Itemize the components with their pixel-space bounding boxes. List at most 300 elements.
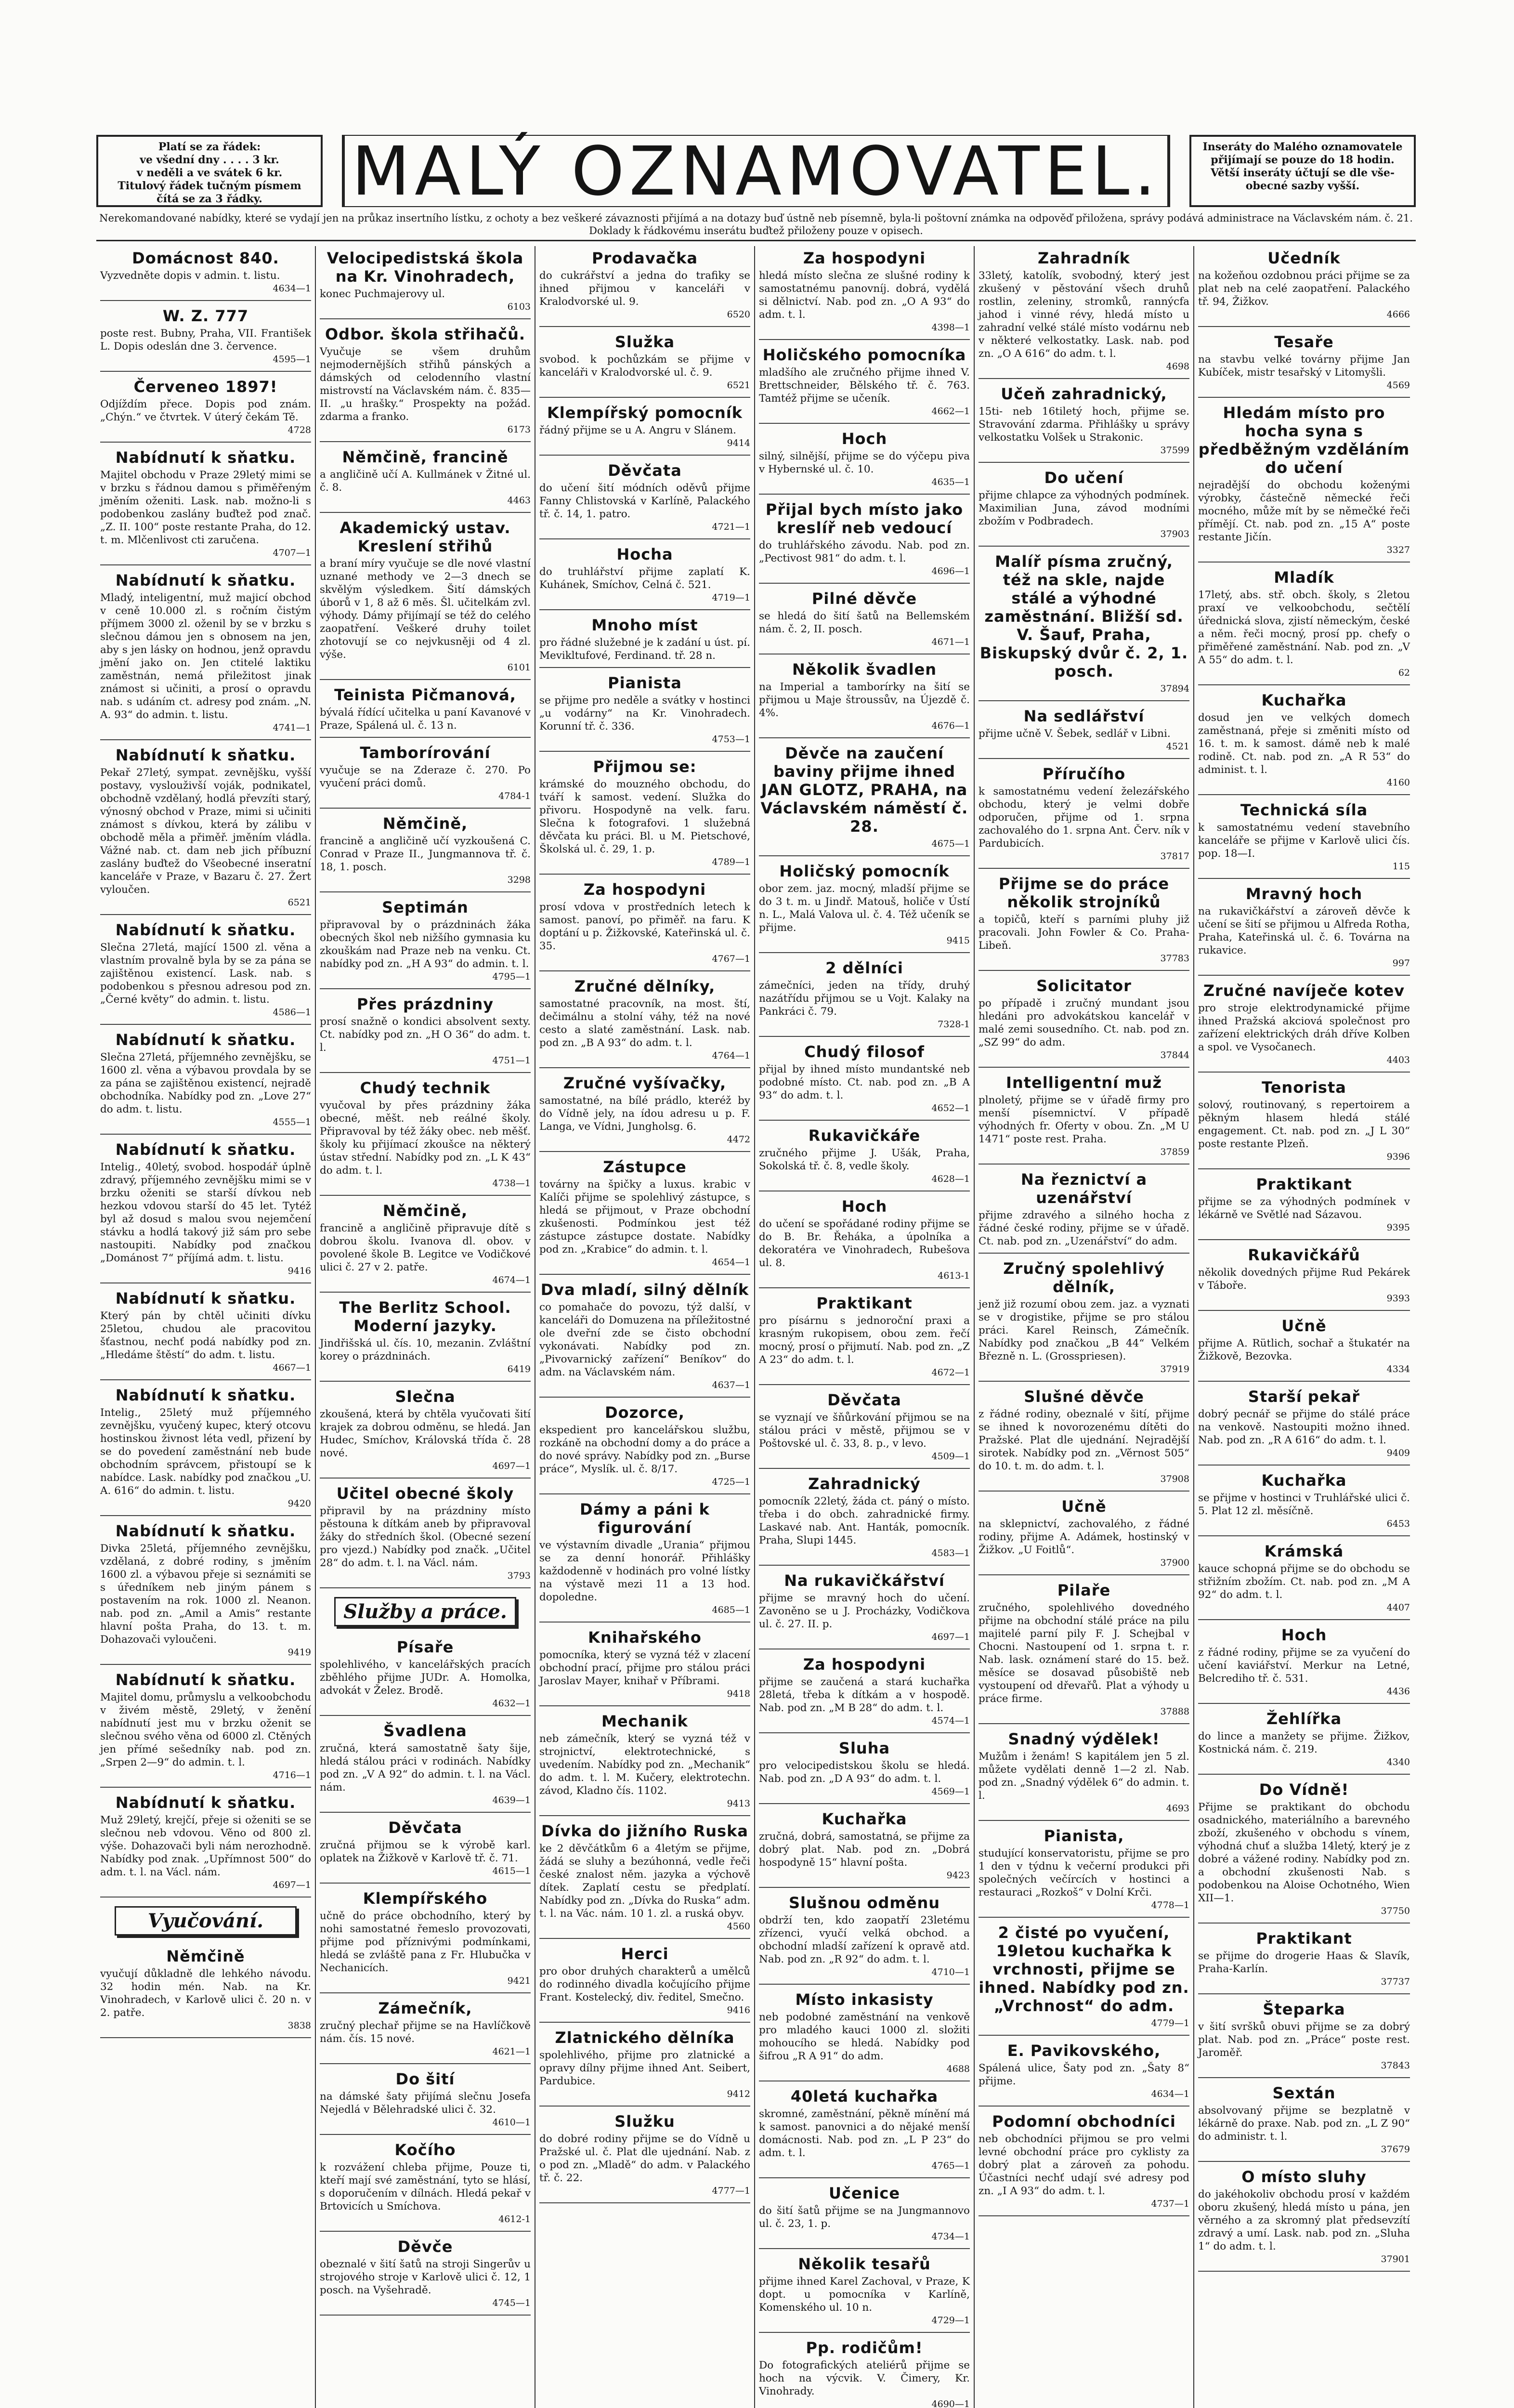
ad-reference-number: 4777—1: [712, 2186, 750, 2196]
ad-title: Chudý technik: [360, 1079, 491, 1097]
ad-reference-number: 9412: [727, 2089, 750, 2099]
ad-text: absolvovaný přijme se bezplatně v lékárně do praxe. Nab. pod zn. „L Z 90“ do administr. t. l.: [1198, 2105, 1410, 2143]
ad-title: Holičského pomocníka: [762, 346, 966, 364]
classified-ad: [1198, 1778, 1410, 1924]
ad-reference-number: 4634—1: [1151, 2089, 1189, 2099]
ad-text: Mladý, inteligentní, muž majicí obchod v ceně 10.000 zl. s ročním čistým příjmem 3000 zl. oženil by se v brzku s slečnou dámou jen s obnosem na jen, aby s jen lásky on hodnou, jenž opravdu jmění jako on. Jen ctitelé laktiku zaměstnán, nemá přiležitost jinak známost si učiniti, a prosí o opravdu nab. s udáním ct. adresy pod znám. „N. A. 93“ do admin. t. listu.: [100, 592, 311, 721]
ad-reference-number: 9420: [287, 1498, 311, 1509]
ad-reference-number: 37894: [1160, 683, 1189, 694]
ad-text: pro stroje elektrodynamické přijme ihned Pražská akciová společnost pro zařízení elektrických dráh dříve Kolben a spol. ve Vysočanech.: [1198, 1002, 1410, 1053]
ad-reference-number: 6453: [1386, 1518, 1410, 1529]
ad-reference-number: 4666: [1386, 309, 1410, 320]
classified-ad: [759, 1194, 970, 1288]
ad-title: Přijme se do práce několik strojníků: [998, 875, 1170, 911]
ad-text: 17letý, abs. stř. obch. školy, s 2letou praxí ve velkoobchodu, sečtělí úřednická slova, zjistí německým, české a něm. řeči mocný, prosí pp. chefy o přiměřené zaměstnání. Nab. pod zn. „V A 55“ do adm. t. l.: [1198, 589, 1410, 666]
ad-text: se přijme v hostinci v Truhlářské ulici č. 5. Plat 12 zl. měsíčně.: [1198, 1492, 1410, 1517]
ad-title: Hocha: [616, 545, 673, 563]
ad-text: obdrží ten, kdo zaopatří 23letému zřízenci, vyučí velká obchod. a obchodní mladší zařízení k opravě atd. Nab. pod zn. „R 92“ do adm. t. l.: [759, 1914, 970, 1965]
ad-text: dobrý pecnář se přijme do stálé práce na venkově. Nastoupiti možno ihned. Nab. pod zn. „R A 616“ do adm. t. l.: [1198, 1408, 1410, 1446]
ad-reference-number: 4685—1: [712, 1605, 750, 1615]
ad-title: Hoch: [841, 430, 888, 448]
ad-reference-number: 4407: [1386, 1602, 1410, 1613]
classified-ad: [320, 1076, 531, 1196]
ad-title: Kuchařka: [1261, 1471, 1347, 1490]
ad-title: Zámečník,: [378, 1999, 472, 2017]
ad-title: Tamborírování: [360, 744, 491, 762]
ad-title: Odbor. škola střihačů.: [325, 325, 526, 343]
ad-reference-number: 9421: [507, 1976, 531, 1986]
classified-ad: [759, 587, 970, 654]
pricing-line: Titulový řádek tučným písmem: [117, 180, 301, 192]
ad-reference-number: 37599: [1160, 445, 1189, 456]
ad-reference-number: 997: [1392, 958, 1410, 968]
ad-reference-number: 4613-1: [938, 1270, 970, 1281]
ad-title: Nabídnutí k sňatku.: [115, 1671, 296, 1689]
ad-text: a angličině učí A. Kullmánek v Žitné ul. č. 8.: [320, 469, 531, 494]
ad-title: 2 dělníci: [825, 959, 903, 977]
classified-ad: [979, 1167, 1189, 1254]
ad-text: vyučoval by přes prázdniny žáka obecné, měšt. neb reálné školy. Připravoval by též žáky obec. neb měšť. školy ku přijímací zkoušce na některý ústav střední. Nabídky pod zn. „L K 43“ do adm. t. l.: [320, 1099, 531, 1177]
classified-ad: [979, 2039, 1189, 2107]
ad-text: Odjíždím přece. Dopis pod znám. „Chýn.“ ve čtvrtek. V úterý čekám Tě.: [100, 398, 311, 423]
pricing-line: Platí se za řádek:: [158, 141, 261, 153]
ad-text: do cukrářství a jedna do trafiky se ihned přijmou v kanceláři v Kralodvorské ul. 9.: [539, 270, 750, 308]
ad-title: Zástupce: [603, 1158, 687, 1176]
ad-title: Teinista Pičmanová,: [334, 686, 516, 704]
classified-ad: [759, 956, 970, 1037]
ad-text: do učení se spořádané rodiny přijme se do B. Br. Řeháka, a úpolníka a dekoratéra ve Vinohradech, Rubešova ul. 8.: [759, 1218, 970, 1269]
ad-reference-number: 4340: [1386, 1757, 1410, 1767]
classified-ad: [979, 1494, 1189, 1575]
ad-title: Švadlena: [383, 1722, 467, 1740]
ad-text: přijme ihned Karel Zachoval, v Praze, K dopt. u pomocníka v Karlíně, Komenského ul. 10 n.: [759, 2276, 970, 2314]
ad-text: co pomahače do povozu, týž další, v kanceláři do Domuzena na příležitostné ole dveřní zde se čisto obchodní vykonávati. Nabídky pod zn. „Pivovarnický zařízení“ Beníkov“ do adm. na Václavském nám.: [539, 1301, 750, 1378]
ad-title: Slečna: [395, 1387, 456, 1406]
ad-reference-number: 4586—1: [273, 1007, 311, 1018]
ad-reference-number: 37750: [1381, 1906, 1410, 1916]
ad-title: Přijmou se:: [593, 758, 697, 776]
classified-ad: [759, 2336, 970, 2408]
ad-text: Mužům i ženám! S kapitálem jen 5 zl. můžete vydělati denně 1—2 zl. Nab. pod zn. „Snadný výdělek 6“ do admin. t. l.: [979, 1751, 1189, 1802]
classified-ad: [320, 2067, 531, 2135]
ad-text: po případě i zručný mundant jsou hledáni pro advokátskou kancelář v malé zemi sousedního. Ct. nab. pod zn. „SZ 99“ do adm.: [979, 997, 1189, 1048]
ad-title: Kuchařka: [822, 1810, 907, 1828]
ad-reference-number: 4779—1: [1151, 2018, 1189, 2028]
classified-ad: [979, 872, 1189, 971]
classified-ad: [320, 1481, 531, 1588]
ad-reference-number: 4675—1: [931, 838, 970, 849]
ad-title: Zahradník: [1038, 249, 1130, 267]
classified-ad: [759, 657, 970, 738]
ad-reference-number: 3838: [287, 2020, 311, 2031]
ad-title: Několik tesařů: [798, 2255, 931, 2273]
classified-ad: [539, 2109, 750, 2203]
ad-title: Nabídnutí k sňatku.: [115, 1289, 296, 1308]
ad-text: Intelig., 40letý, svobod. hospodář úplně zdravý, příjemného zevnějšku mimi se v brzku oženiti se starší dívkou neb hezkou vdovou starší do 45 let. Tytéž byl až dosud s malou svou nejemčení stávku a hodlá takový již sám pro sebe nastoupiti. Nabídky pod značkou „Dománost 7“ příjímá adm. t. listu.: [100, 1161, 311, 1264]
ad-text: obor zem. jaz. mocný, mladší přijme se do 3 t. m. u Jindř. Matouš, holiče v Ústí n. L., Malá Valova ul. č. 4. Též učeník se přijme.: [759, 883, 970, 934]
ad-reference-number: 4765—1: [931, 2160, 970, 2171]
ad-reference-number: 4334: [1386, 1364, 1410, 1374]
ad-title: Nabídnutí k sňatku.: [115, 1386, 296, 1404]
ad-text: ve výstavním divadle „Urania“ přijmou se za denní honorář. Přihlášky každodenně v hodinách pro volné lístky na výstavě mezi 11 a 13 hod. dopoledne.: [539, 1539, 750, 1603]
ad-text: Slečna 27letá, mající 1500 zl. věna a vlastním provalně byla by se za pána se zajištěnou existencí. Lask. nab. s podobenkou s přesnou adresou pod zn. „Černé květy“ do admin. t. listu.: [100, 942, 311, 1006]
classified-ad: [979, 382, 1189, 463]
ad-reference-number: 4583—1: [931, 1548, 970, 1558]
classified-ad: [759, 1652, 970, 1733]
ad-text: přijme se zaučená a stará kuchařka 28letá, třeba k dítkám a v hospodě. Nab. pod zn. „M B 28“ do adm. t. l.: [759, 1676, 970, 1714]
ad-text: na kožeňou ozdobnou práci přijme se za plat neb na celé zaopatření. Palackého tř. 94, Žižkov.: [1198, 270, 1410, 308]
ad-title: Zručný spolehlivý dělník,: [1003, 1259, 1165, 1296]
pricing-line: v neděli a ve svátek 6 kr.: [136, 167, 283, 179]
classified-ad: [1198, 798, 1410, 879]
classified-ad: [320, 2235, 531, 2316]
ad-column: [975, 246, 1194, 2408]
classified-ad: [320, 683, 531, 738]
ad-reference-number: 4767—1: [712, 954, 750, 964]
ad-text: Jindřišská ul. čís. 10, mezanin. Zvláštní korey o prázdninách.: [320, 1337, 531, 1362]
ad-text: prosí snažně o kondici absolvent sexty. Ct. nabídky pod zn. „H O 36“ do adm. t. l.: [320, 1016, 531, 1054]
ad-reference-number: 4560: [727, 1921, 750, 1932]
ad-reference-number: 3793: [507, 1570, 531, 1581]
ad-reference-number: 4696—1: [931, 566, 970, 576]
classified-ad: [1198, 882, 1410, 976]
classified-ad: [539, 401, 750, 456]
classified-ad: [320, 2138, 531, 2232]
ad-text: na rukavičkářství a zároveň děvče k učení se šití se přijmou u Alfreda Rotha, Praha, Kateřinská ul. č. 6. Továrna na rukavice.: [1198, 905, 1410, 956]
ad-text: Který pán by chtěl učiniti dívku 25letou, chudou ale pracovitou šťastnou, nechť podá nabídky pod zn. „Hledáme štěstí“ do adm. t. listu.: [100, 1310, 311, 1361]
classified-ad: [539, 2026, 750, 2107]
ad-reference-number: 4707—1: [273, 548, 311, 558]
pricing-box: [96, 135, 323, 207]
ad-title: Holičský pomocník: [779, 862, 950, 880]
ad-title: Hoch: [841, 1197, 888, 1216]
classified-ad: [759, 497, 970, 584]
ad-reference-number: 9418: [727, 1688, 750, 1699]
ad-title: Tenorista: [1262, 1078, 1346, 1097]
ad-title: Učenice: [828, 2184, 901, 2202]
ad-reference-number: 4716—1: [273, 1770, 311, 1780]
classified-ad: [100, 1668, 311, 1788]
ad-title: Zručné dělníky,: [574, 977, 716, 995]
ad-text: samostatné pracovník, na most. ští, dečimálnu a stolní váhy, též na nové cesto a slaté zaměstnání. Lask. nab. pod zn. „B A 93“ do adm. t. l.: [539, 998, 750, 1049]
ad-reference-number: 9423: [946, 1870, 970, 1881]
ad-reference-number: 4671—1: [931, 637, 970, 647]
classified-ad: [1198, 1314, 1410, 1382]
ad-text: mladšího ale zručného přijme ihned V. Brettschneider, Bělského tř. č. 763. Tamtéž přijme se učeník.: [759, 366, 970, 405]
ad-text: přijme se mravný hoch do učení. Zavoněno se u J. Procházky, Vodičkova ul. č. 27. II. p.: [759, 1592, 970, 1630]
ad-text: se vyznají ve šňůrkování přijmou se na stálou práci v městě, přijmou se v Poštovské ul. č. 33, 8. p., v levo.: [759, 1412, 970, 1450]
classified-ad: [320, 1635, 531, 1716]
ad-column: [535, 246, 755, 2408]
ad-title: Na sedlářství: [1023, 707, 1145, 725]
ad-text: zručná přijmou se k výrobě karl. oplatek na Žižkově v Karlově tř. č. 71.: [320, 1839, 531, 1864]
ad-reference-number: 37679: [1381, 2144, 1410, 2155]
ad-title: Pp. rodičům!: [806, 2339, 923, 2357]
classified-ad: [1198, 2165, 1410, 2272]
ad-title: Solicitator: [1036, 977, 1132, 995]
ad-text: na sklepnictví, zachovalého, z řádné rodiny, přijme A. Adámek, hostinský v Žižkov. „U Foitlů“.: [979, 1518, 1189, 1556]
ad-reference-number: 37783: [1160, 953, 1189, 964]
ad-reference-number: 4778—1: [1151, 1900, 1189, 1911]
ad-reference-number: 4595—1: [273, 354, 311, 365]
ad-title: Sluha: [838, 1739, 890, 1757]
ad-title: E. Pavikovského,: [1007, 2042, 1161, 2060]
classified-ad: [320, 1816, 531, 1884]
ad-text: z řádné rodiny, obeznalé v šití, přijme se ihned k novorozenému dítěti do Pražské. Plat dle ujednání. Nejradější sirotek. Nabídky pod zn. „Věrnost 505“ do 10. t. m. do adm. t. l.: [979, 1408, 1189, 1472]
ad-text: Vyučuje se všem druhům nejmodernějších střihů pánských a dámských od celodenního vlastní mistrovstí na Václavském nám. č. 835—II. „u hrašky.“ Prospekty na požád. zdarma a franko.: [320, 346, 531, 423]
ad-reference-number: 4737—1: [1151, 2199, 1189, 2209]
ad-title: Kočího: [394, 2141, 456, 2159]
ad-reference-number: 62: [1398, 667, 1410, 678]
ad-title: Dámy a páni k figurování: [580, 1500, 710, 1537]
classified-ad: [539, 877, 750, 971]
ad-reference-number: 9416: [727, 2005, 750, 2015]
ad-reference-number: 4725—1: [712, 1477, 750, 1487]
ad-text: se hledá do šití šatů na Bellemském nám. č. 2, II. posch.: [759, 610, 970, 635]
ad-text: do dobré rodiny přijme se do Vídně u Pražské ul. č. Plat dle ujednání. Nab. z o pod zn. „Mladě“ do adm. v Palackého tř. č. 22.: [539, 2133, 750, 2184]
classified-ad: [979, 246, 1189, 379]
classified-ad: [979, 1578, 1189, 1724]
classified-ad: [1198, 565, 1410, 685]
ad-title: The Berlitz School. Moderní jazyky.: [339, 1298, 511, 1335]
ad-text: zručný plechař přijme se na Havlíčkově nám. čís. 15 nové.: [320, 2020, 531, 2045]
ad-text: k rozvážení chleba přijme, Pouze ti, kteří mají své zaměstnání, tyto se hlásí, s doporučením v dílnách. Hledá pekař v Brtovicích u Smíchova.: [320, 2161, 531, 2212]
classified-ad: [539, 542, 750, 610]
ad-reference-number: 37900: [1160, 1557, 1189, 1568]
classified-ad: [1198, 246, 1410, 327]
classified-ad: [539, 1625, 750, 1706]
ad-reference-number: 37888: [1160, 1706, 1189, 1717]
classified-ad: [759, 1472, 970, 1566]
ad-title: Praktikant: [816, 1294, 913, 1312]
ad-reference-number: 9395: [1386, 1222, 1410, 1233]
classified-ad: [759, 859, 970, 953]
ad-reference-number: 4734—1: [931, 2231, 970, 2242]
ad-text: zručného přijme J. Ušák, Praha, Sokolská tř. č. 8, vedle školy.: [759, 1147, 970, 1172]
classified-ad: [1198, 1172, 1410, 1240]
ad-title: Za hospodyni: [803, 1655, 926, 1674]
ad-text: zkoušená, která by chtěla vyučovati šití krajek za dobrou odměnu, se hledá. Jan Hudec, Smíchov, Královská třída č. 28 nové.: [320, 1408, 531, 1459]
classified-ad: [539, 671, 750, 752]
ad-reference-number: 4676—1: [931, 720, 970, 731]
classified-ad: [979, 974, 1189, 1068]
ad-text: Muž 29letý, krejčí, přeje si oženiti se se slečnou neb vdovou. Věno od 800 zl. výše. Dohazovači byli nám nerozhodně. Nabídky pod znak. „Upřímnost 500“ do adm. t. l. na Václ. nám.: [100, 1814, 311, 1878]
classified-ad: [539, 458, 750, 539]
ad-reference-number: 37919: [1160, 1364, 1189, 1374]
ad-title: Klempířského: [363, 1889, 488, 1908]
ad-reference-number: 4569—1: [931, 1786, 970, 1797]
classified-ad: [759, 1736, 970, 1804]
ad-title: Učitel obecné školy: [336, 1484, 514, 1503]
ad-reference-number: 4795—1: [492, 971, 531, 982]
classified-ad: [759, 1569, 970, 1649]
ad-text: 15ti- neb 16tiletý hoch, přijme se. Stravování zdarma. Přihlášky u správy velkostatku Volšek u Strakonic.: [979, 406, 1189, 444]
ad-reference-number: 4745—1: [492, 2298, 531, 2308]
ad-title: Slušné děvče: [1024, 1387, 1144, 1406]
classified-ad: [100, 743, 311, 915]
ad-title: Pilaře: [1057, 1581, 1111, 1599]
ad-text: studující konservatoristu, přijme se pro 1 den v týdnu k večerní produkci při společných večírcích v hostinci a restauraci „Rozkoš“ v Dolní Krči.: [979, 1847, 1189, 1898]
ad-reference-number: 4634—1: [273, 283, 311, 294]
ad-text: poste rest. Bubny, Praha, VII. František L. Dopis odeslán dne 3. července.: [100, 327, 311, 353]
ad-reference-number: 4621—1: [492, 2046, 531, 2057]
classified-ad: [320, 1199, 531, 1293]
ad-text: Do fotografických ateliérů přijme se hoch na výcvik. V. Čimery, Kr. Vinohrady.: [759, 2359, 970, 2397]
ad-text: 33letý, katolík, svobodný, který jest zkušený v pěstování všech druhů rostlin, zeleniny, stromků, rannýcfa jahod i vinné révy, hledá místo u zahradní velké stálé místo vodárnu neb v některé velkostatky. Lask. nab. pod zn. „O A 616“ do adm. t. l.: [979, 270, 1189, 360]
ad-text: Intelig., 25letý muž příjemného zevnějšku, vyučený kupec, který otcovu hostinskou živnost léta vedl, přizení by se do povedení zaměstnání neb bude obchodním správcem, přistoupí se k nabídce. Lask. nabídky pod značkou „U. A. 616“ do admin. t. listu.: [100, 1407, 311, 1497]
ad-reference-number: 6103: [507, 301, 531, 312]
ad-title: Za hospodyni: [583, 880, 706, 899]
insertion-info-box: [1189, 135, 1416, 207]
ad-title: Učedník: [1267, 249, 1341, 267]
ad-title: Červeneo 1897!: [133, 378, 278, 396]
classified-ad: [759, 343, 970, 424]
ad-title: Krámská: [1264, 1542, 1344, 1560]
ad-reference-number: 4463: [507, 495, 531, 506]
ad-title: Intelligentní muž: [1006, 1073, 1162, 1092]
ad-text: solový, routinovaný, s repertoirem a pěkným hlasem hledá stálé engagement. Ct. nab. pod zn. „J L 30“ poste restante Plzeň.: [1198, 1099, 1410, 1150]
ad-text: hledá místo slečna ze slušné rodiny k samostatnému panovníj. dobrá, vydělá si dělnictví. Nab. pod zn. „O A 93“ do adm. t. l.: [759, 270, 970, 321]
classified-ad: [1198, 1623, 1410, 1704]
ad-reference-number: 4403: [1386, 1055, 1410, 1065]
classified-ad: [100, 304, 311, 372]
ad-text: silný, silnější, přijme se do výčepu piva v Hybernské ul. č. 10.: [759, 450, 970, 475]
ad-title: Technická síla: [1240, 801, 1368, 819]
ad-reference-number: 6520: [727, 309, 750, 320]
ad-text: na Imperial a tamborírky na šití se přijmou u Maje štroussův, na Újezdě č. 4%.: [759, 681, 970, 719]
ad-title: W. Z. 777: [162, 307, 249, 325]
classified-ad: [759, 1124, 970, 1191]
ad-title: Praktikant: [1256, 1929, 1352, 1948]
classified-ad: [1198, 401, 1410, 563]
ad-title: Nabídnutí k sňatku.: [115, 1793, 296, 1812]
ad-text: přijme A. Rütlich, sochař a štukatér na Žižkově, Bezovka.: [1198, 1337, 1410, 1362]
ad-column: [1194, 246, 1414, 2408]
classified-ad: [539, 330, 750, 398]
classified-ad: [759, 1388, 970, 1469]
ad-reference-number: 4697—1: [273, 1880, 311, 1890]
ad-title: Domácnost 840.: [132, 249, 279, 267]
ad-reference-number: 9393: [1386, 1293, 1410, 1304]
ad-title: Septimán: [382, 898, 469, 916]
ad-text: přijal by ihned místo mundantské neb podobné místo. Ct. nab. pod zn. „B A 93“ do adm. t. l.: [759, 1063, 970, 1101]
ad-reference-number: 4654—1: [712, 1257, 750, 1268]
ad-title: Kuchařka: [1261, 691, 1347, 709]
ad-text: pro řádné služebné je k zadání u úst. pí. Mevikltufové, Ferdinand. tř. 28 n.: [539, 637, 750, 662]
ad-text: prosí vdova v prostředních letech k samost. panoví, po přiměř. na faru. K doptání u p. Žižkovské, Kateřinská ul. č. 35.: [539, 901, 750, 952]
classified-ad: [759, 741, 970, 856]
ad-text: ekspedient pro kancelářskou službu, rozkáně na obchodní domy a do práce a do nové správy. Nabídky pod zn. „Burse práce“, Myslík. ul. č. 8/17.: [539, 1424, 750, 1475]
ad-text: několik dovedných přijme Rud Pekárek v Táboře.: [1198, 1267, 1410, 1292]
ad-reference-number: 4610—1: [492, 2117, 531, 2128]
ad-text: do šití šatů přijme se na Jungmannovo ul. č. 23, 1. p.: [759, 2205, 970, 2230]
ad-text: učně do práce obchodního, který by nohi samostatné řemeslo provozovati, přijme pod příznivými podmínkami, hledá se zvláště pana z Fr. Hlubučka v Nechanicích.: [320, 1910, 531, 1974]
classified-ad: [1198, 688, 1410, 795]
classified-ad: [320, 1385, 531, 1479]
ad-text: bývalá řídící učitelka u paní Kavanové v Praze, Spálená ul. č. 13 n.: [320, 707, 531, 732]
ad-reference-number: 4784-1: [498, 791, 531, 801]
classified-ad: [100, 1944, 311, 2038]
classified-ad: [100, 375, 311, 443]
ad-text: neb zámečník, který se vyzná též v strojnictví, elektrotechnické, s uvedením. Nabídky pod zn. „Mechanik“ do adm. t. l. M. Kučery, elektrotechn. závod, Kladno čís. 1102.: [539, 1733, 750, 1797]
ad-title: Služka: [614, 333, 675, 351]
ad-text: k samostatnému vedení železářského obchodu, který je velmi dobře odporučen, přijme od 1. srpna zachovalého do 1. srpna Ant. Červ. ník v Pardubicích.: [979, 785, 1189, 850]
classified-ad: [759, 1291, 970, 1385]
ad-text: spolehlivého, v kancelářských pracích zběhlého přijme JUDr. A. Homolka, advokát v Želez. Brodě.: [320, 1659, 531, 1697]
masthead: [96, 120, 1416, 211]
ad-reference-number: 37737: [1381, 1976, 1410, 1987]
ad-title: Děvčata: [827, 1391, 901, 1409]
ad-title: Mladík: [1274, 568, 1334, 587]
ad-reference-number: 9409: [1386, 1448, 1410, 1458]
ad-title: Nabídnutí k sňatku.: [115, 571, 296, 589]
ad-reference-number: 7328-1: [938, 1019, 970, 1030]
ad-title: Zahradnický: [808, 1475, 921, 1493]
ad-reference-number: 37843: [1381, 2060, 1410, 2071]
classified-ad: [320, 992, 531, 1073]
ad-title: Velocipedistská škola na Kr. Vinohradech,: [326, 249, 524, 286]
ad-title: Nabídnutí k sňatku.: [115, 1522, 296, 1540]
ad-reference-number: 4789—1: [712, 857, 750, 867]
ad-reference-number: 3327: [1386, 545, 1410, 555]
ad-reference-number: 4753—1: [712, 734, 750, 745]
ad-text: pro velocipedistskou školu se hledá. Nab. pod zn. „D A 93“ do adm. t. l.: [759, 1760, 970, 1785]
classified-ad: [1198, 1075, 1410, 1169]
ad-text: zručná, která samostatně šaty šije, hledá stálou práci v rodinách. Nabídky pod zn. „V A 92“ do admin. t. l. na Václ. nám.: [320, 1742, 531, 1793]
ad-title: Nabídnutí k sňatku.: [115, 1140, 296, 1159]
ad-reference-number: 4398—1: [931, 322, 970, 333]
classified-ad: [759, 1891, 970, 1985]
ad-text: do učení šití módních oděvů přijme Fanny Chlistovská v Karlíně, Palackého tř. č. 14, 1. patro.: [539, 482, 750, 520]
ad-title: Přijal bych místo jako kreslíř neb vedoucí: [765, 500, 964, 537]
insertion-line: obecné sazby vyšší.: [1245, 180, 1360, 192]
ad-text: zámečníci, jeden na třídy, druhý nazátřídu přijmou se u Vojt. Kalaky na Pankráci č. 79.: [759, 980, 970, 1018]
ad-reference-number: 4741—1: [273, 722, 311, 733]
classified-ad: [1198, 1926, 1410, 1994]
classified-ad: [759, 1040, 970, 1121]
ad-title: Praktikant: [1256, 1175, 1352, 1193]
classified-ad: [100, 1791, 311, 1898]
classified-ad: [100, 1028, 311, 1135]
ad-title: Pianista: [608, 674, 682, 692]
ad-reference-number: 37901: [1381, 2254, 1410, 2264]
classified-ad: [320, 1719, 531, 1813]
ad-title: Němčině,: [382, 814, 468, 833]
ad-text: Vyzvedněte dopis v admin. t. listu.: [100, 270, 280, 282]
ad-text: francině a angličině připravuje dítě s dobrou školu. Ivanova dl. obov. v povolené škole B. Legitce ve Vodičkové ulici č. 27 v 2. patře.: [320, 1222, 531, 1273]
ad-title: Nabídnutí k sňatku.: [115, 921, 296, 939]
ad-title: Mravný hoch: [1245, 885, 1363, 903]
ad-text: pomocníka, který se vyzná též v zlacení obchodní prací, přijme pro stálou práci Jaroslav Mayer, knihař v Příbrami.: [539, 1649, 750, 1687]
ad-text: přijme učně V. Šebek, sedlář v Libni.: [979, 728, 1171, 740]
ad-reference-number: 4721—1: [712, 522, 750, 532]
ad-reference-number: 4674—1: [492, 1275, 531, 1285]
ad-title: Dívka do jižního Ruska: [541, 1822, 748, 1840]
classified-ad: [100, 568, 311, 740]
ad-title: Mnoho míst: [591, 616, 698, 634]
ad-text: pro obor druhých charakterů a umělců do rodinného divadla kočujícího přijme Frant. Kostelecký, div. ředitel, Smečno.: [539, 1965, 750, 2003]
classified-ad: [1198, 2081, 1410, 2162]
classified-ad: [539, 1278, 750, 1398]
ad-title: Pilné děvče: [811, 589, 917, 608]
ad-title: Herci: [621, 1945, 669, 1963]
ad-text: přijme se za výhodných podmínek v lékárně ve Světlé nad Sázavou.: [1198, 1196, 1410, 1221]
ad-title: Na řeznictví a uzenářství: [1020, 1170, 1148, 1207]
classified-ad: [539, 1942, 750, 2023]
ad-text: na stavbu velké továrny přijme Jan Kubíček, mistr tesařský v Litomyšli.: [1198, 353, 1410, 379]
ad-text: zručná, dobrá, samostatná, se přijme za dobrý plat. Nab. pod zn. „Dobrá hospodyně 15“ hlavní pošta.: [759, 1831, 970, 1869]
ad-title: Snadný výdělek!: [1008, 1730, 1160, 1748]
